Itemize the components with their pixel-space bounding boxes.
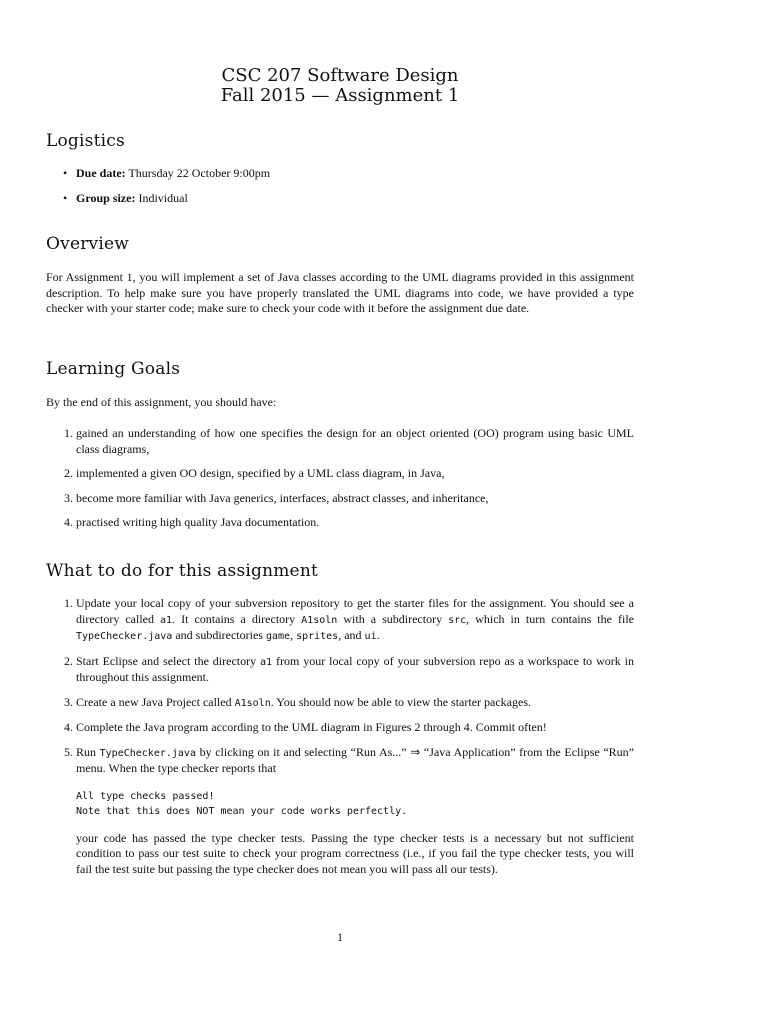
step-text: Update your local copy of your subversion repository to get the starter files for the assignment. You should see a directory called: [76, 596, 634, 626]
code-line: Note that this does NOT mean your code works perfectly.: [76, 805, 408, 817]
list-item: [46, 745, 634, 878]
code-a1: a1: [160, 614, 173, 626]
item-number: 3.: [64, 694, 73, 709]
item-number: 3.: [64, 490, 73, 505]
group-size-value: Individual: [135, 190, 188, 205]
code-typechecker: TypeChecker.java: [76, 631, 173, 642]
step-text: . It contains a directory: [172, 611, 302, 626]
item-number: 4.: [64, 720, 73, 734]
code-typechecker: TypeChecker.java: [99, 747, 196, 759]
item-number: 2.: [64, 653, 73, 668]
code-a1soln: A1soln: [301, 614, 338, 626]
document-title: [0, 66, 680, 106]
step-text: from your local copy of your subversion repo as a workspace to work in throughout this assignment.: [76, 653, 634, 684]
logistics-heading: Logistics: [46, 131, 125, 151]
step-text: by clicking on it and selecting “Run As...” ⇒ “Java Application” from the Eclipse “Run” menu. When the type checker reports that: [76, 744, 634, 775]
list-item: [46, 426, 634, 457]
group-size-label: Group size:: [76, 190, 136, 205]
step-text: , which in turn contains the file: [466, 611, 634, 626]
code-src: src: [448, 614, 467, 626]
overview-paragraph: For Assignment 1, you will implement a set of Java classes according to the UML diagrams provided in this assignment description. To help make sure you have properly translated the UML diagrams into code, we have provided a type checker with your starter code; make sure to check your code with it before the assignment due date.: [46, 270, 634, 315]
step-text: your code has passed the type checker tests. Passing the type checker tests is a necessary but not sufficient condition to pass our test suite to check your program correctness (i.e., if you fail the type checker tests, you will fail the test suite but passing the type checker does not mean you will pass all our tests).: [76, 830, 634, 876]
assignment-title: Fall 2015 — Assignment 1: [220, 85, 460, 106]
step-text: Start Eclipse and select the directory: [76, 653, 261, 668]
list-item: [46, 466, 634, 482]
step-text: Create a new Java Project called: [76, 694, 235, 709]
steps-list: [46, 596, 634, 886]
list-item: [46, 596, 634, 645]
item-number: 2.: [64, 466, 73, 480]
list-item: [46, 695, 634, 712]
step-text: .: [376, 628, 380, 642]
logistics-list: [46, 166, 634, 215]
item-number: 1.: [64, 426, 73, 440]
item-text: implemented a given OO design, specified by a UML class diagram, in Java,: [76, 466, 445, 480]
item-text: gained an understanding of how one specifies the design for an object oriented (OO) program using basic UML class diagrams,: [76, 426, 634, 456]
item-number: 1.: [64, 596, 73, 610]
overview-heading: Overview: [46, 234, 129, 254]
list-item: [46, 515, 634, 531]
list-item: [46, 491, 634, 507]
what-to-do-heading: What to do for this assignment: [46, 561, 318, 581]
code-sprites: sprites: [296, 631, 339, 642]
step-text: and subdirectories: [172, 628, 266, 642]
list-item: [46, 191, 634, 207]
code-block: [76, 789, 634, 819]
item-text: practised writing high quality Java documentation.: [76, 515, 320, 529]
step-text: , and: [338, 628, 365, 642]
step-text: . You should now be able to view the starter packages.: [270, 694, 531, 709]
step-text: Run: [76, 744, 100, 759]
due-date-label: Due date:: [76, 166, 126, 180]
item-text: become more familiar with Java generics, interfaces, abstract classes, and inheritance,: [76, 490, 489, 505]
list-item: [46, 166, 634, 182]
step-text: Complete the Java program according to the UML diagram in Figures 2 through 4. Commit often!: [76, 720, 547, 734]
code-a1: a1: [260, 656, 273, 668]
due-date-value: Thursday 22 October 9:00pm: [125, 166, 271, 180]
learning-goals-list: [46, 426, 634, 540]
learning-goals-heading: Learning Goals: [46, 359, 181, 379]
course-title: CSC 207 Software Design: [221, 65, 459, 86]
item-number: 4.: [64, 515, 73, 529]
list-item: [46, 654, 634, 686]
list-item: [46, 720, 634, 736]
page-number: 1: [337, 930, 343, 944]
code-game: game: [265, 631, 291, 642]
item-number: 5.: [64, 744, 73, 759]
step-text: with a subdirectory: [337, 611, 449, 626]
code-line: All type checks passed!: [76, 790, 215, 802]
code-a1soln: A1soln: [234, 697, 271, 709]
step-text: ,: [290, 628, 297, 642]
learning-goals-intro: By the end of this assignment, you should have:: [46, 395, 277, 409]
code-ui: ui: [364, 631, 377, 642]
